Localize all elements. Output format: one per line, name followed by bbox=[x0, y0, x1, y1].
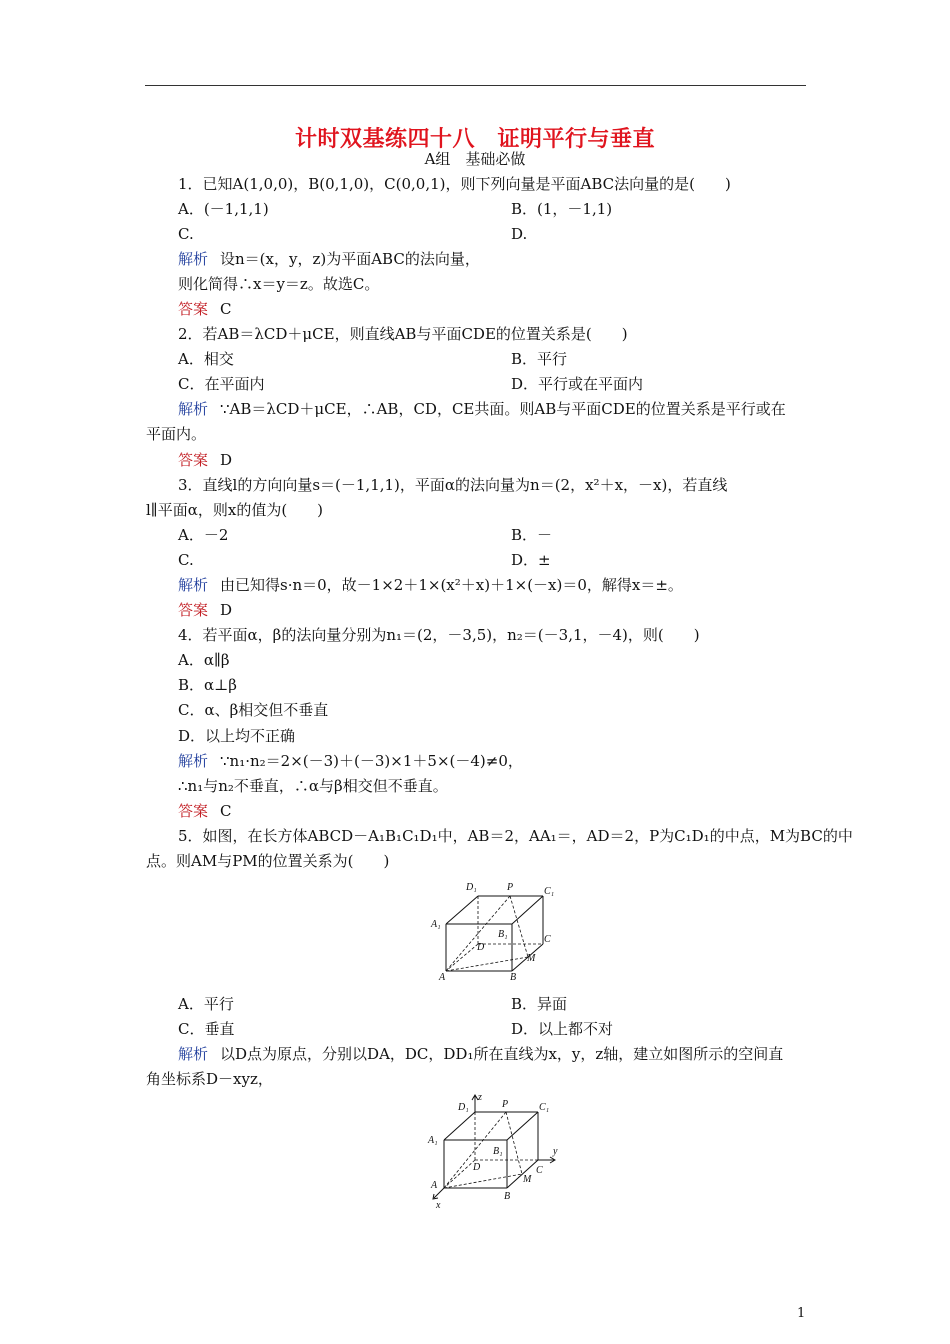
q3-option-a: A．－2 bbox=[178, 526, 229, 544]
q2-solution-line1: 解析 ∵AB＝λCD＋μCE，∴AB，CD，CE共面。则AB与平面CDE的位置关系是平行或在 bbox=[178, 400, 786, 418]
fig2-label-a1: A₁ bbox=[428, 1135, 438, 1146]
q1-answer: 答案 C bbox=[178, 300, 232, 318]
fig1-label-b1: B₁ bbox=[498, 929, 508, 940]
q3-stem-line1: 3．直线l的方向向量s＝(－1,1,1)，平面α的法向量为n＝(2，x²＋x，－x)，若直线 bbox=[178, 476, 728, 494]
q1-option-d: D. bbox=[511, 225, 528, 243]
q5-option-d: D．以上都不对 bbox=[511, 1020, 614, 1038]
q2-option-c: C．在平面内 bbox=[178, 375, 265, 393]
solution-label: 解析 bbox=[178, 250, 209, 268]
q2-stem: 2．若AB＝λCD＋μCE，则直线AB与平面CDE的位置关系是( ) bbox=[178, 325, 628, 343]
fig2-label-b1: B₁ bbox=[493, 1146, 503, 1157]
q4-answer: 答案 C bbox=[178, 802, 232, 820]
fig2-label-c1: C₁ bbox=[539, 1102, 550, 1113]
fig2-label-m: M bbox=[523, 1174, 532, 1185]
fig1-label-p: P bbox=[507, 882, 514, 893]
fig1-label-a: A bbox=[439, 972, 446, 983]
q5-stem-line2: 点。则AM与PM的位置关系为( ) bbox=[146, 852, 390, 870]
q3-stem-line2: l∥平面α，则x的值为( ) bbox=[146, 501, 324, 519]
q5-option-b: B．异面 bbox=[511, 995, 568, 1013]
q5-option-c: C．垂直 bbox=[178, 1020, 235, 1038]
page-number: 1 bbox=[797, 1306, 806, 1321]
fig1-label-c1: C₁ bbox=[544, 886, 555, 897]
q4-option-b: B．α⊥β bbox=[178, 676, 237, 694]
q1-solution-line1: 解析 设n＝(x，y，z)为平面ABC的法向量， bbox=[178, 250, 480, 268]
q3-option-c: C. bbox=[178, 551, 194, 569]
q4-stem: 4．若平面α，β的法向量分别为n₁＝(2，－3,5)，n₂＝(－3,1，－4)，则( ) bbox=[178, 626, 700, 644]
fig2-label-a: A bbox=[431, 1180, 438, 1191]
q3-option-d: D．± bbox=[511, 551, 551, 569]
q5-solution-line2: 角坐标系D－xyz， bbox=[146, 1070, 273, 1088]
q3-solution-line1: 解析 由已知得s·n＝0，故－1×2＋1×(x²＋x)＋1×(－x)＝0，解得x＝±。 bbox=[178, 576, 683, 594]
q1-option-b: B．(1，－1,1) bbox=[511, 200, 613, 218]
q4-option-c: C．α、β相交但不垂直 bbox=[178, 701, 329, 719]
q3-answer: 答案 D bbox=[178, 601, 233, 619]
fig1-label-m: M bbox=[527, 953, 536, 964]
header-rule bbox=[145, 85, 806, 86]
fig2-label-c: C bbox=[536, 1165, 543, 1176]
q5-stem-line1: 5．如图，在长方体ABCD－A₁B₁C₁D₁中，AB＝2，AA₁＝，AD＝2，P为C₁D₁的中点，M为BC的中 bbox=[178, 827, 853, 845]
page-title: 计时双基练四十八 证明平行与垂直 bbox=[294, 126, 655, 152]
q4-option-a: A．α∥β bbox=[178, 651, 230, 669]
fig1-label-d1: D₁ bbox=[466, 882, 477, 893]
q2-solution-line2: 平面内。 bbox=[146, 425, 207, 443]
q1-option-a: A．(－1,1,1) bbox=[178, 200, 269, 218]
figure-cuboid bbox=[420, 876, 570, 986]
q5-solution-line1: 解析 以D点为原点，分别以DA，DC，DD₁所在直线为x，y，z轴，建立如图所示的空间直 bbox=[178, 1045, 784, 1063]
q1-solution-line2: 则化简得∴x＝y＝z。故选C。 bbox=[178, 275, 380, 293]
section-subtitle: A组 基础必做 bbox=[424, 150, 526, 168]
q3-option-b: B．－ bbox=[511, 526, 553, 544]
fig2-label-d1: D₁ bbox=[458, 1102, 469, 1113]
figure-cuboid-axes bbox=[420, 1090, 570, 1215]
fig2-label-z: z bbox=[478, 1092, 482, 1103]
q2-answer: 答案 D bbox=[178, 451, 233, 469]
q2-option-a: A．相交 bbox=[178, 350, 234, 368]
q5-option-a: A．平行 bbox=[178, 995, 234, 1013]
fig2-label-p: P bbox=[502, 1099, 509, 1110]
q2-option-b: B．平行 bbox=[511, 350, 568, 368]
q4-solution-line1: 解析 ∵n₁·n₂＝2×(－3)＋(－3)×1＋5×(－4)≠0， bbox=[178, 752, 523, 770]
fig1-label-b: B bbox=[510, 972, 517, 983]
fig1-label-c: C bbox=[544, 934, 551, 945]
answer-label: 答案 bbox=[178, 300, 209, 318]
q1-option-c: C. bbox=[178, 225, 194, 243]
fig1-label-a1: A₁ bbox=[431, 919, 441, 930]
fig2-label-y: y bbox=[553, 1146, 558, 1157]
q1-stem: 1．已知A(1,0,0)，B(0,1,0)，C(0,0,1)，则下列向量是平面ABC法向量的是( ) bbox=[178, 175, 731, 193]
fig2-label-d: D bbox=[473, 1162, 481, 1173]
fig1-label-d: D bbox=[477, 942, 485, 953]
q4-option-d: D．以上均不正确 bbox=[178, 727, 296, 745]
fig2-label-b: B bbox=[504, 1191, 511, 1202]
q4-solution-line2: ∴n₁与n₂不垂直，∴α与β相交但不垂直。 bbox=[178, 777, 448, 795]
fig2-label-x: x bbox=[436, 1200, 441, 1211]
q2-option-d: D．平行或在平面内 bbox=[511, 375, 644, 393]
